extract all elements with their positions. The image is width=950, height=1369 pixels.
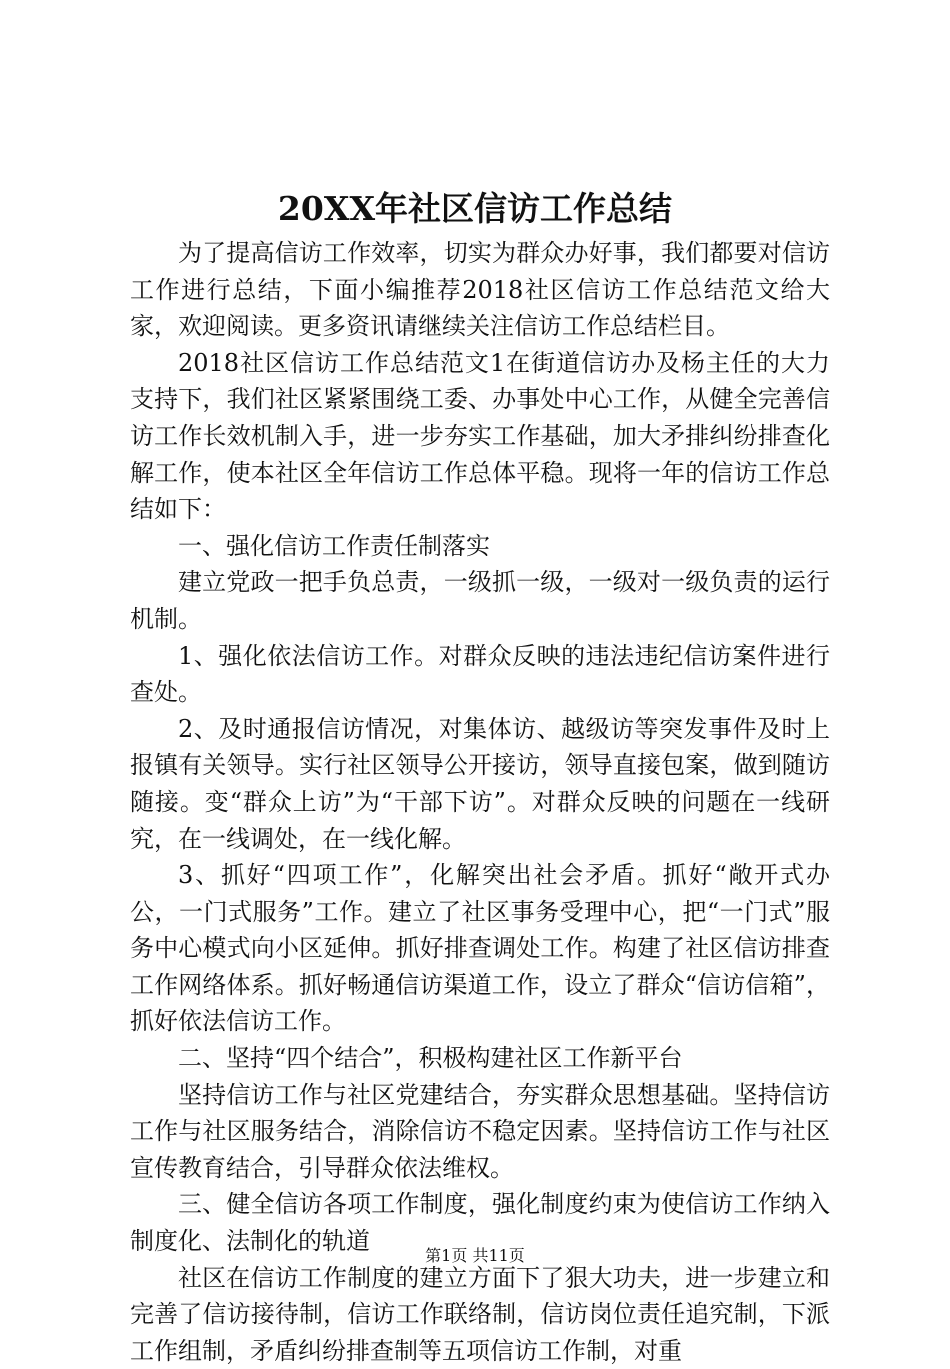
section-heading-1: 一、强化信访工作责任制落实 [178,531,490,560]
section-heading-3: 三、健全信访各项工作制度，强化制度约束为使信访工作纳入制度化、法制化的轨道 [130,1190,830,1256]
list-item-3: 3、抓好“四项工作”，化解突出社会矛盾。抓好“敞开式办公，一门式服务”工作。建立了社区事务受理中心，把“一门式”服务中心模式向小区延伸。抓好排查调处工作。构建了社区信访排查工作网络体系。抓好畅通信访渠道工作，设立了群众“信访信箱”，抓好依法信访工作。 [130,861,830,1036]
section-heading-2: 二、坚持“四个结合”，积极构建社区工作新平台 [178,1044,683,1073]
list-item-1: 1、强化依法信访工作。对群众反映的违法违纪信访案件进行查处。 [130,641,830,707]
list-item-2: 2、及时通报信访情况，对集体访、越级访等突发事件及时上报镇有关领导。实行社区领导公开接访，领导直接包案，做到随访随接。变“群众上访”为“干部下访”。对群众反映的问题在一线研究，在一线调处，在一线化解。 [130,714,830,853]
paragraph: 社区在信访工作制度的建立方面下了狠大功夫，进一步建立和完善了信访接待制，信访工作联络制，信访岗位责任追究制，下派工作组制，矛盾纠纷排查制等五项信访工作制，对重 [130,1263,830,1365]
document-body [130,235,830,1369]
paragraph-summary-opening: 2018社区信访工作总结范文1在街道信访办及杨主任的大力支持下，我们社区紧紧围绕工委、办事处中心工作，从健全完善信访工作长效机制入手，进一步夯实工作基础，加大矛排纠纷排查化解工作，使本社区全年信访工作总体平稳。现将一年的信访工作总结如下： [130,348,830,524]
page-footer: 第1页 共11页 [425,1246,525,1265]
paragraph-intro: 为了提高信访工作效率，切实为群众办好事，我们都要对信访工作进行总结，下面小编推荐2018社区信访工作总结范文给大家，欢迎阅读。更多资讯请继续关注信访工作总结栏目。 [130,239,830,341]
paragraph: 建立党政一把手负总责，一级抓一级，一级对一级负责的运行机制。 [130,568,830,633]
paragraph: 坚持信访工作与社区党建结合，夯实群众思想基础。坚持信访工作与社区服务结合，消除信访不稳定因素。坚持信访工作与社区宣传教育结合，引导群众依法维权。 [130,1080,830,1182]
document-title: 20XX年社区信访工作总结 [277,189,673,228]
